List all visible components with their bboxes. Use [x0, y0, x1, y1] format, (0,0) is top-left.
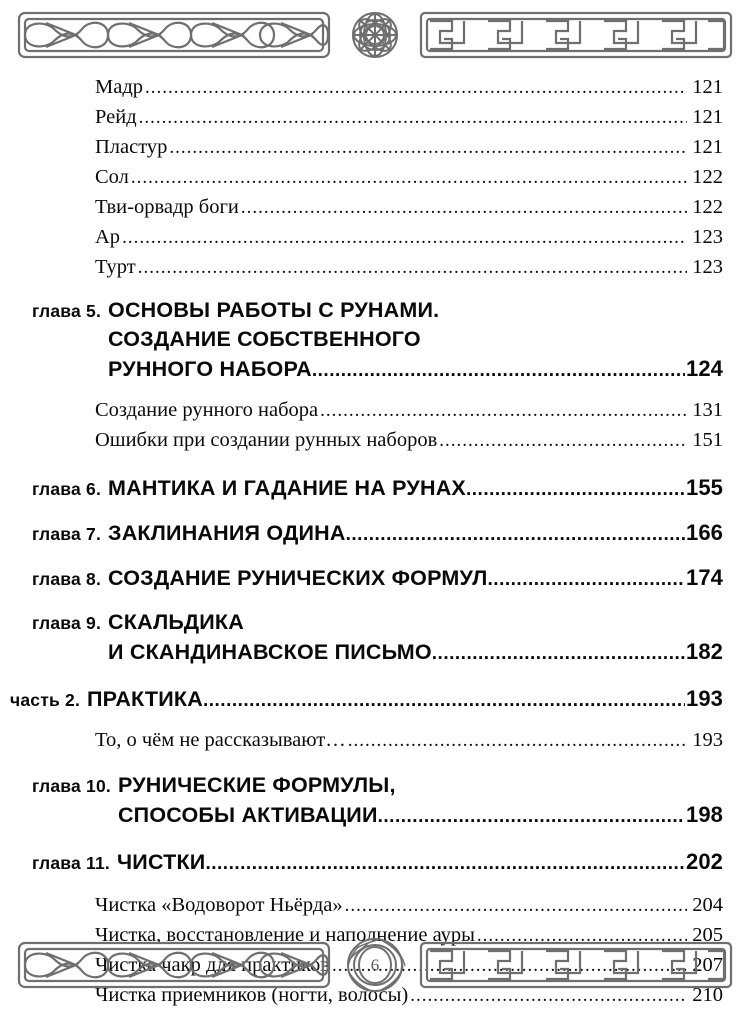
toc-entry-page: 207 [692, 954, 723, 976]
toc-entry-page: 121 [692, 136, 723, 158]
toc-entry[interactable] [0, 890, 750, 920]
toc-entry-label: Мадр [95, 76, 144, 98]
toc-entry[interactable] [0, 132, 750, 162]
toc-entry-label: Чистка чакр для практиков [95, 954, 330, 976]
chapter-page: 124 [685, 356, 723, 381]
toc-entry[interactable] [0, 395, 750, 425]
chapter-title-line [108, 563, 723, 594]
toc-entry-page: 210 [692, 984, 723, 1006]
chapter-kicker: глава 11. [32, 853, 110, 873]
toc-chapter-11[interactable] [0, 847, 750, 878]
toc-entry-label: Тви-орвадр боги [95, 196, 239, 218]
part-title-text: ПРАКТИКА [87, 687, 203, 711]
dot-leader [241, 192, 687, 223]
chapter-title-stack [101, 608, 723, 668]
chapter-title-text: СПОСОБЫ АКТИВАЦИИ [117, 803, 378, 827]
celtic-knot-border-left-bottom [16, 939, 332, 991]
toc-entry-page: 123 [692, 256, 723, 278]
chapter-title-line [108, 608, 723, 637]
dot-leader [139, 102, 688, 133]
chapter-title-line [108, 354, 723, 385]
chapter-title-text: РУННОГО НАБОРА [108, 357, 312, 381]
chapter-title-line [108, 518, 723, 549]
part-page: 193 [685, 686, 723, 711]
toc-chapter-5[interactable] [0, 296, 750, 385]
celtic-knot-border-right-top [418, 9, 734, 61]
toc-entry-page: 121 [692, 106, 723, 128]
toc-entry[interactable] [0, 222, 750, 252]
chapter-title-stack [111, 771, 723, 831]
toc-entry-label: Сол [95, 166, 129, 188]
chapter-title-text: СОЗДАНИЕ СОБСТВЕННОГО [108, 327, 421, 351]
part-title-stack [80, 684, 723, 715]
celtic-knot-rosette-icon [344, 6, 406, 64]
chapter-title-stack [110, 847, 723, 878]
toc-entry[interactable] [0, 162, 750, 192]
chapter-kicker: глава 8. [32, 569, 102, 589]
toc-chapter-6[interactable] [0, 473, 750, 504]
part-title-line [87, 684, 723, 715]
toc-entry[interactable] [0, 425, 750, 455]
chapter-kicker: глава 6. [32, 479, 102, 499]
chapter-title-text: ОСНОВЫ РАБОТЫ С РУНАМИ. [108, 298, 440, 322]
chapter-title-text: СОЗДАНИЕ РУНИЧЕСКИХ ФОРМУЛ [108, 566, 488, 590]
dot-leader [346, 519, 685, 549]
chapter-kicker: глава 10. [32, 776, 111, 796]
dot-leader [122, 222, 687, 253]
dot-leader [145, 72, 687, 103]
chapter-title-stack [101, 563, 723, 594]
chapter-page: 174 [685, 565, 723, 590]
chapter-kicker: глава 5. [32, 301, 102, 321]
toc-entry-page: 193 [692, 729, 723, 751]
part-kicker: часть 2. [10, 690, 81, 710]
toc-chapter-8[interactable] [0, 563, 750, 594]
chapter-page: 155 [685, 475, 723, 500]
chapter-title-line [108, 296, 723, 325]
dot-leader [312, 355, 685, 385]
page-number: 6 [370, 955, 380, 975]
dot-leader [488, 564, 685, 594]
toc-entry[interactable] [0, 102, 750, 132]
dot-leader [169, 132, 687, 163]
dot-leader [348, 725, 688, 756]
chapter-title-stack [101, 518, 723, 549]
dot-leader [439, 425, 687, 456]
toc-entry-label: Турт [95, 256, 136, 278]
chapter-title-stack [101, 296, 723, 385]
toc-chapter-10[interactable] [0, 771, 750, 831]
dot-leader [432, 638, 685, 668]
dot-leader [203, 685, 685, 715]
toc-entry[interactable] [0, 192, 750, 222]
dot-leader [466, 474, 685, 504]
chapter-title-stack [101, 473, 723, 504]
chapter-title-line [117, 847, 723, 878]
toc-entry[interactable] [0, 252, 750, 282]
toc-entry-label: Рейд [95, 106, 137, 128]
chapter-title-text: ЗАКЛИНАНИЯ ОДИНА [108, 521, 346, 545]
chapter-title-text: РУНИЧЕСКИЕ ФОРМУЛЫ, [117, 773, 396, 797]
toc-entry-page: 121 [692, 76, 723, 98]
page-number-medallion [332, 934, 418, 996]
toc-entry[interactable] [0, 725, 750, 755]
chapter-title-line [118, 771, 723, 800]
top-medallion-wrap [332, 4, 418, 66]
toc-entry-label: Чистка приемников (ногти, волосы) [95, 984, 409, 1006]
toc-entry-label: То, о чём не рассказывают… [95, 729, 346, 751]
chapter-kicker: глава 9. [32, 613, 102, 633]
bottom-ornament-band [0, 934, 750, 996]
toc-entry-label: Ар [95, 226, 121, 248]
dot-leader [138, 252, 688, 283]
toc-entry-label: Чистка, восстановление и наполнение ауры [95, 924, 475, 946]
toc-entry-page: 122 [692, 196, 723, 218]
dot-leader [205, 848, 685, 878]
chapter-page: 166 [685, 520, 723, 545]
chapter-page: 202 [685, 849, 723, 874]
chapter-title-line [108, 473, 723, 504]
toc-entry-page: 131 [692, 399, 723, 421]
toc-entry-page: 205 [692, 924, 723, 946]
chapter-title-line [118, 800, 723, 831]
toc-entry-page: 122 [692, 166, 723, 188]
toc-entry-label: Ошибки при создании рунных наборов [95, 429, 438, 451]
dot-leader [345, 890, 688, 921]
chapter-title-text: СКАЛЬДИКА [108, 610, 244, 634]
dot-leader [320, 395, 687, 426]
toc-entry[interactable] [0, 72, 750, 102]
chapter-title-text: МАНТИКА И ГАДАНИЕ НА РУНАХ [108, 476, 466, 500]
celtic-knot-border-left-top [16, 9, 332, 61]
table-of-contents [0, 72, 750, 1006]
toc-entry-label: Чистка «Водоворот Ньёрда» [95, 894, 343, 916]
chapter-title-text: И СКАНДИНАВСКОЕ ПИСЬМО [108, 640, 432, 664]
chapter-title-line [108, 637, 723, 668]
chapter-title-text: ЧИСТКИ [117, 850, 206, 874]
chapter-page: 182 [685, 639, 723, 664]
dot-leader [378, 801, 685, 831]
chapter-title-line [108, 325, 723, 354]
toc-entry-page: 123 [692, 226, 723, 248]
dot-leader [131, 162, 687, 193]
toc-entry-page: 151 [692, 429, 723, 451]
top-ornament-band [0, 4, 750, 66]
toc-entry-page: 204 [692, 894, 723, 916]
toc-chapter-9[interactable] [0, 608, 750, 668]
chapter-kicker: глава 7. [32, 524, 102, 544]
toc-entry-label: Создание рунного набора [95, 399, 319, 421]
toc-chapter-7[interactable] [0, 518, 750, 549]
toc-entry-label: Пластур [95, 136, 168, 158]
celtic-knot-border-right-bottom [418, 939, 734, 991]
toc-part-2[interactable] [0, 684, 750, 715]
chapter-page: 198 [685, 802, 723, 827]
